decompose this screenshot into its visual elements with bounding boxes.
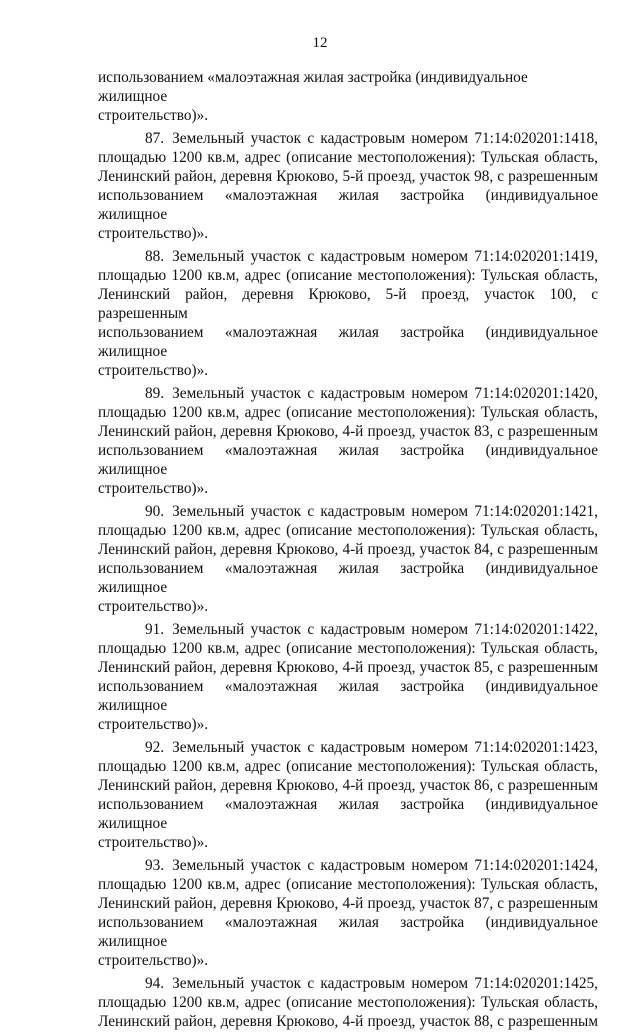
item-line (98, 856, 598, 875)
item-line: площадью 1200 кв.м, адрес (описание местоположения): Тульская область, (98, 267, 598, 284)
item-line (98, 738, 598, 757)
item-line: площадью 1200 кв.м, адрес (описание местоположения): Тульская область, (98, 522, 598, 539)
list-item-91 (98, 620, 598, 734)
item-line (98, 974, 598, 993)
item-text: Земельный участок с кадастровым номером 71:14:020201:1423, (172, 739, 598, 756)
item-line: Ленинский район, деревня Крюково, 4-й проезд, участок 85, с разрешенным (98, 659, 598, 676)
item-line: площадью 1200 кв.м, адрес (описание местоположения): Тульская область, (98, 994, 598, 1011)
page-number: 12 (312, 35, 328, 51)
item-line: Ленинский район, деревня Крюково, 4-й проезд, участок 87, с разрешенным (98, 895, 598, 912)
item-text: Земельный участок с кадастровым номером 71:14:020201:1420, (172, 385, 598, 402)
item-line: площадью 1200 кв.м, адрес (описание местоположения): Тульская область, (98, 758, 598, 775)
item-line: использованием «малоэтажная жилая застройка (индивидуальное жилищное (98, 560, 598, 596)
item-line (98, 502, 598, 521)
item-line: строительство)». (98, 362, 209, 379)
item-line: строительство)». (98, 716, 209, 733)
item-number: 92. (145, 739, 165, 756)
item-number: 87. (145, 130, 165, 147)
item-line: строительство)». (98, 225, 209, 242)
item-line: Ленинский район, деревня Крюково, 4-й проезд, участок 86, с разрешенным (98, 777, 598, 794)
list-item-94 (98, 974, 598, 1031)
item-number: 89. (145, 385, 165, 402)
document-body (98, 68, 598, 1035)
item-line: использованием «малоэтажная жилая застройка (индивидуальное жилищное (98, 678, 598, 714)
item-number: 90. (145, 503, 165, 520)
continuation-paragraph (98, 68, 598, 125)
item-line (98, 129, 598, 148)
item-text: Земельный участок с кадастровым номером 71:14:020201:1421, (172, 503, 598, 520)
item-line: строительство)». (98, 952, 209, 969)
item-number: 94. (145, 975, 165, 992)
item-line: использованием «малоэтажная жилая застройка (индивидуальное жилищное (98, 442, 598, 478)
item-line: использованием «малоэтажная жилая застройка (индивидуальное жилищное (98, 324, 598, 360)
item-line (98, 620, 598, 639)
item-line: площадью 1200 кв.м, адрес (описание местоположения): Тульская область, (98, 876, 598, 893)
item-text: Земельный участок с кадастровым номером 71:14:020201:1424, (172, 857, 598, 874)
item-line: Ленинский район, деревня Крюково, 4-й проезд, участок 83, с разрешенным (98, 423, 598, 440)
list-item-90 (98, 502, 598, 616)
item-text: Земельный участок с кадастровым номером 71:14:020201:1419, (172, 248, 598, 265)
item-number: 91. (145, 621, 165, 638)
item-line: использованием «малоэтажная жилая застройка (индивидуальное жилищное (98, 187, 598, 223)
list-item-92 (98, 738, 598, 852)
continuation-line: использованием «малоэтажная жилая застройка (индивидуальное жилищное (98, 69, 528, 105)
item-line: строительство)». (98, 834, 209, 851)
item-line (98, 384, 598, 403)
item-text: Земельный участок с кадастровым номером 71:14:020201:1418, (172, 130, 598, 147)
item-text: Земельный участок с кадастровым номером 71:14:020201:1425, (172, 975, 598, 992)
list-item-87 (98, 129, 598, 243)
item-text: Земельный участок с кадастровым номером 71:14:020201:1422, (172, 621, 598, 638)
item-line: площадью 1200 кв.м, адрес (описание местоположения): Тульская область, (98, 640, 598, 657)
item-line: использованием «малоэтажная жилая застройка (индивидуальное жилищное (98, 796, 598, 832)
list-item-88 (98, 247, 598, 380)
item-number: 88. (145, 248, 165, 265)
list-item-89 (98, 384, 598, 498)
item-line: Ленинский район, деревня Крюково, 4-й проезд, участок 84, с разрешенным (98, 541, 598, 558)
item-line: Ленинский район, деревня Крюково, 5-й проезд, участок 98, с разрешенным (98, 168, 598, 185)
item-line: строительство)». (98, 480, 209, 497)
item-line: площадью 1200 кв.м, адрес (описание местоположения): Тульская область, (98, 404, 598, 421)
item-line: площадью 1200 кв.м, адрес (описание местоположения): Тульская область, (98, 149, 598, 166)
item-line: Ленинский район, деревня Крюково, 5-й проезд, участок 100, с разрешенным (98, 286, 598, 322)
continuation-line: строительство)». (98, 107, 209, 124)
list-item-93 (98, 856, 598, 970)
item-line: строительство)». (98, 598, 209, 615)
item-line: Ленинский район, деревня Крюково, 4-й проезд, участок 88, с разрешенным (98, 1013, 598, 1030)
item-number: 93. (145, 857, 165, 874)
item-line (98, 247, 598, 266)
item-line: использованием «малоэтажная жилая застройка (индивидуальное жилищное (98, 914, 598, 950)
